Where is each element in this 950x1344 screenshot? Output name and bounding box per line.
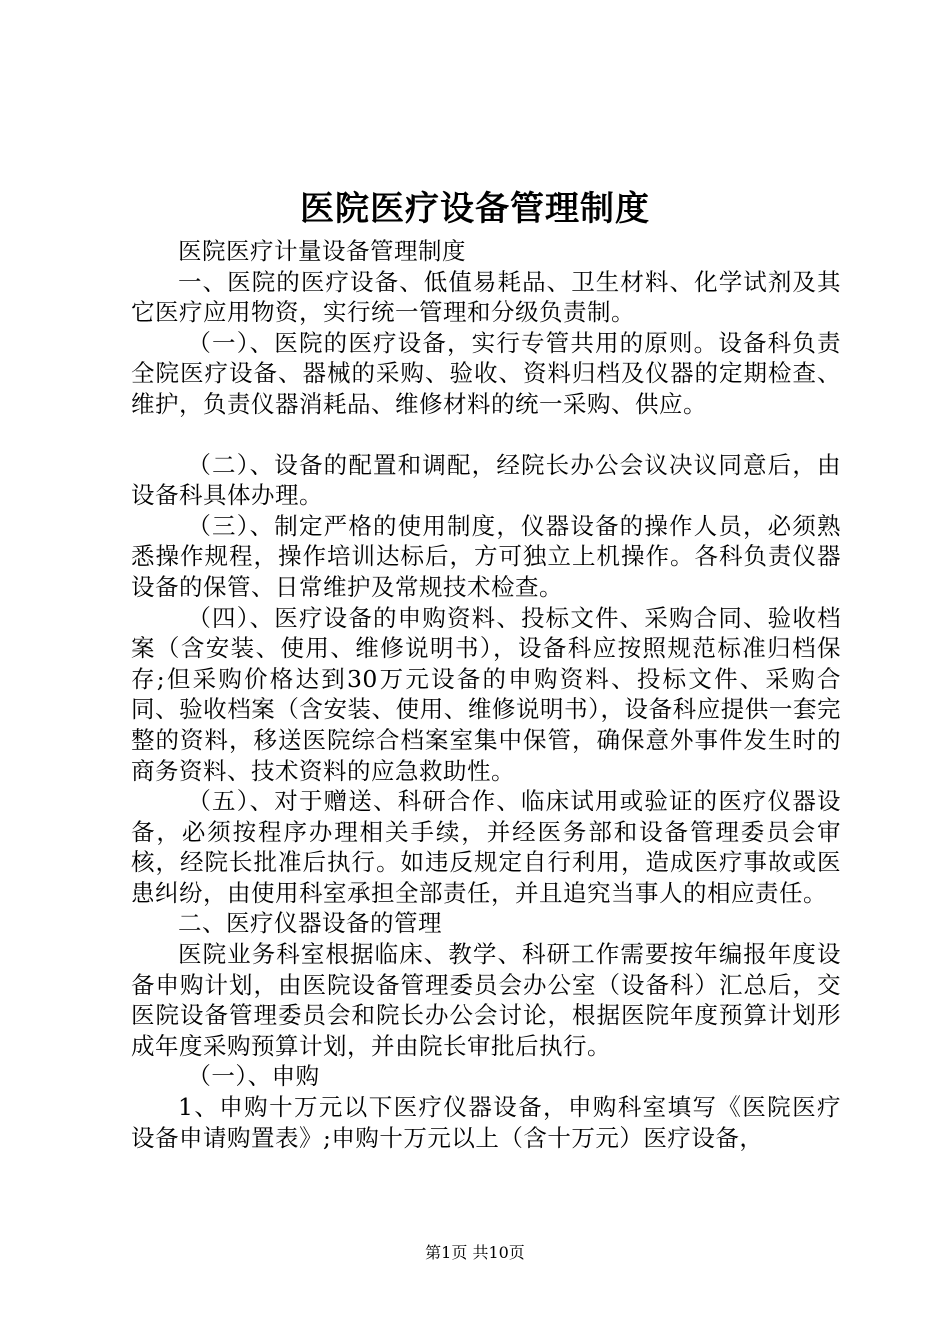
paragraph-item-1-5: （五）、对于赠送、科研合作、临床试用或验证的医疗仪器设备，必须按程序办理相关手续，并经医务部和设备管理委员会审核，经院长批准后执行。如违反规定自行利用，造成医疗事故或医患纠纷，由使用科室承担全部责任，并且追究当事人的相应责任。: [131, 787, 841, 907]
paragraph-item-2-1-1: 1、申购十万元以下医疗仪器设备，申购科室填写《医院医疗设备申请购置表》;申购十万元以上（含十万元）医疗设备，: [131, 1093, 841, 1152]
paragraph-item-1-4: （四）、医疗设备的申购资料、投标文件、采购合同、验收档案（含安装、使用、维修说明书），设备科应按照规范标准归档保存;但采购价格达到30万元设备的申购资料、投标文件、采购合同、验收档案（含安装、使用、维修说明书），设备科应提供一套完整的资料，移送医院综合档案室集中保管，确保意外事件发生时的商务资料、技术资料的应急救助性。: [131, 603, 841, 785]
paragraph-subtitle: 医院医疗计量设备管理制度: [178, 237, 466, 265]
paragraph-item-1-2: （二）、设备的配置和调配，经院长办公会议决议同意后，由设备科具体办理。: [131, 450, 841, 510]
paragraph-section-2: 二、医疗仪器设备的管理: [178, 909, 442, 938]
paragraph-section-2-intro: 医院业务科室根据临床、教学、科研工作需要按年编报年度设备申购计划，由医院设备管理委员会办公室（设备科）汇总后，交医院设备管理委员会和院长办公会讨论，根据医院年度预算计划形成年度采购预算计划，并由院长审批后执行。: [131, 940, 841, 1060]
paragraph-gap: [131, 420, 841, 450]
paragraph-item-1-3: （三）、制定严格的使用制度，仪器设备的操作人员，必须熟悉操作规程，操作培训达标后，方可独立上机操作。各科负责仪器设备的保管、日常维护及常规技术检查。: [131, 511, 841, 601]
paragraph-item-1-1: （一）、医院的医疗设备，实行专管共用的原则。设备科负责全院医疗设备、器械的采购、验收、资料归档及仪器的定期检查、维护，负责仪器消耗品、维修材料的统一采购、供应。: [131, 328, 841, 418]
document-body: [131, 236, 841, 1153]
paragraph-section-1: 一、医院的医疗设备、低值易耗品、卫生材料、化学试剂及其它医疗应用物资，实行统一管理和分级负责制。: [131, 267, 841, 327]
document-title: 医院医疗设备管理制度: [300, 189, 650, 229]
paragraph-item-2-1: （一）、申购: [187, 1062, 320, 1091]
page-indicator: 第1页 共10页: [425, 1243, 525, 1262]
